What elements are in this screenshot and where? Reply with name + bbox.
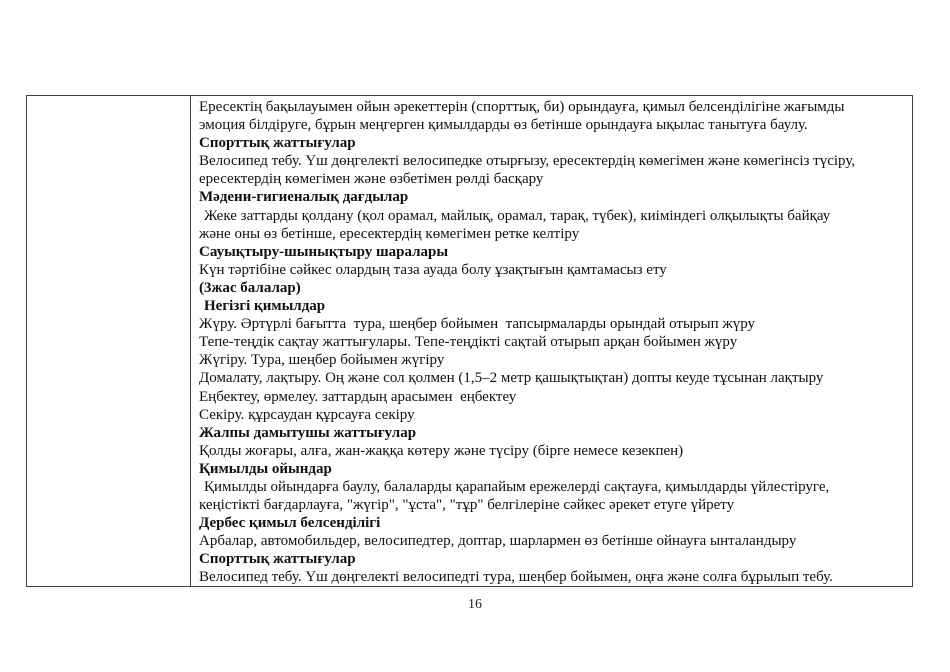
curriculum-table [26, 95, 913, 587]
text-line: Қимылды ойындарға баулу, балаларды қарапайым ережелерді сақтауға, қимылдарды үйлестіруге, [204, 478, 830, 495]
text-line: Күн тәртібіне сәйкес олардың таза ауада болу ұзақтығын қамтамасыз ету [199, 261, 667, 278]
page-number: 16 [468, 597, 482, 612]
heading-line: Мәдени-гигиеналық дағдылар [199, 189, 409, 206]
heading-line: Сауықтыру-шынықтыру шаралары [199, 243, 449, 260]
text-line: Қолды жоғары, алға, жан-жаққа көтеру және түсіру (бірге немесе кезекпен) [199, 442, 684, 459]
text-line: эмоция білдіруге, бұрын меңгерген қимылдарды өз бетінше орындауға ықылас танытуға баулу. [199, 117, 808, 134]
table-cell-right [192, 96, 912, 586]
heading-line: Спорттық жаттығулар [199, 135, 356, 152]
text-line: Велосипед тебу. Үш дөңгелекті велосипедті тура, шеңбер бойымен, оңға және солға бұрылып тебу. [199, 569, 833, 586]
table-cell-left [27, 96, 191, 586]
text-line: Секіру. құрсаудан құрсауға секіру [199, 406, 415, 423]
heading-line: Жалпы дамытушы жаттығулар [199, 424, 417, 441]
text-line: Тепе-теңдік сақтау жаттығулары. Тепе-теңдікті сақтай отырып арқан бойымен жүру [199, 334, 738, 351]
text-line: Жеке заттарды қолдану (қол орамал, майлық, орамал, тарақ, түбек), киіміндегі олқылықты байқау [204, 207, 831, 224]
heading-line: Қимылды ойындар [199, 460, 332, 477]
heading-line: Спорттық жаттығулар [199, 551, 356, 568]
text-line: Еңбектеу, өрмелеу. заттардың арасымен еңбектеу [199, 388, 517, 405]
text-line: ересектердің көмегімен және өзбетімен рөлді басқару [199, 171, 544, 188]
text-line: Домалату, лақтыру. Оң және сол қолмен (1,5–2 метр қашықтықтан) допты кеуде тұсынан лақтыру [199, 370, 824, 387]
heading-line: Негізгі қимылдар [204, 298, 326, 315]
heading-line: (3жас балалар) [199, 279, 301, 296]
heading-line: Дербес қимыл белсенділігі [199, 515, 381, 532]
text-line: кеңістікті бағдарлауға, "жүгір", "ұста", "тұр" белгілеріне сәйкес әрекет етуге үйрету [199, 497, 735, 514]
text-line: Жүгіру. Тура, шеңбер бойымен жүгіру [199, 352, 445, 369]
text-line: Арбалар, автомобильдер, велосипедтер, доптар, шарлармен өз бетінше ойнауға ынталандыру [199, 533, 797, 550]
text-line: Велосипед тебу. Үш дөңгелекті велосипедке отырғызу, ересектердің көмегімен және көмегінсіз түсіру, [199, 153, 856, 170]
text-line: және оны өз бетінше, ересектердің көмегімен ретке келтіру [199, 225, 580, 242]
text-line: Жүру. Әртүрлі бағытта тура, шеңбер бойымен тапсырмаларды орындай отырып жүру [199, 316, 756, 333]
text-line: Ересектің бақылауымен ойын әрекеттерін (спорттық, би) орындауға, қимыл белсенділігіне жағымды [199, 99, 845, 115]
